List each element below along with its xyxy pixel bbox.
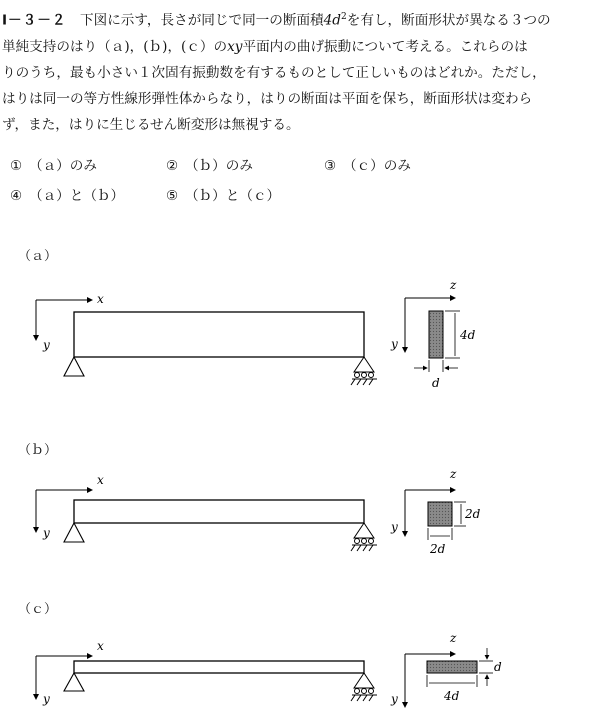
beam-c: [74, 661, 364, 673]
area-symbol: 4d: [323, 12, 341, 29]
option-3-text: （ｃ）のみ: [349, 158, 411, 174]
question-line-5: ず，また，はりに生じるせん断変形は無視する。: [2, 116, 300, 133]
question-line-2-pre: 単純支持のはり（ａ)，(ｂ)，(ｃ）の: [2, 38, 228, 55]
figure-b: [36, 467, 481, 556]
pin-support-b: [64, 523, 84, 542]
plane-symbol: xy: [227, 38, 243, 55]
figure-c: [36, 631, 502, 707]
axis-z-b: z: [450, 467, 457, 481]
option-1-mark: ①: [10, 158, 23, 174]
roller-support-c: [351, 673, 377, 701]
roller-support-b: [351, 523, 377, 551]
option-4-text: （ａ）と（ｂ）: [35, 188, 125, 204]
option-3-mark: ③: [324, 158, 337, 174]
dim-width-b: 2d: [430, 542, 446, 556]
option-5-text: （ｂ）と（ｃ）: [191, 188, 281, 204]
section-y-a: y: [391, 337, 398, 351]
dim-height-c: d: [494, 660, 502, 674]
dim-width-a: d: [432, 376, 440, 390]
axis-z-a: z: [450, 278, 457, 292]
figure-c-label: （ｃ）: [18, 602, 58, 617]
section-b: [428, 502, 452, 526]
figure-a-label: （ａ）: [18, 249, 58, 264]
axis-x-a: x: [97, 292, 104, 306]
question-line-1-pre: 下図に示す，長さが同じで同一の断面積: [80, 12, 324, 29]
option-4-mark: ④: [10, 188, 23, 204]
section-a: [429, 311, 443, 358]
section-y-b: y: [391, 520, 398, 534]
question-number: Ⅰ－３－２: [2, 12, 67, 29]
option-1-text: （ａ）のみ: [35, 158, 97, 174]
axis-z-c: z: [450, 631, 457, 645]
section-y-c: y: [391, 692, 398, 706]
question-line-3: りのうち，最も小さい１次固有振動数を有するものとして正しいものはどれか。ただし，: [2, 64, 546, 81]
dim-width-c: 4d: [444, 689, 460, 703]
dim-height-b: 2d: [465, 507, 481, 521]
beam-a: [74, 312, 364, 357]
axis-x-c: x: [97, 639, 104, 653]
figure-b-label: （ｂ）: [18, 443, 58, 458]
option-5-mark: ⑤: [166, 188, 179, 204]
axis-y-c: y: [43, 692, 50, 706]
dim-height-a: 4d: [460, 328, 476, 342]
pin-support-a: [64, 357, 84, 376]
area-exponent: 2: [341, 12, 347, 22]
axis-y-b: y: [43, 526, 50, 540]
section-c: [427, 661, 477, 673]
option-2-mark: ②: [166, 158, 179, 174]
beam-b: [74, 500, 364, 523]
axis-x-b: x: [97, 473, 104, 487]
question-line-4: はりは同一の等方性線形弾性体からなり，はりの断面は平面を保ち，断面形状は変わら: [2, 90, 533, 107]
roller-support-a: [351, 357, 377, 385]
question-line-1-post: を有し，断面形状が異なる３つの: [346, 12, 551, 29]
option-2-text: （ｂ）のみ: [191, 158, 253, 174]
figure-a: [36, 278, 476, 390]
pin-support-c: [64, 673, 84, 691]
question-line-2-post: 平面内の曲げ振動について考える。これらのは: [242, 38, 528, 55]
axis-y-a: y: [43, 338, 50, 352]
